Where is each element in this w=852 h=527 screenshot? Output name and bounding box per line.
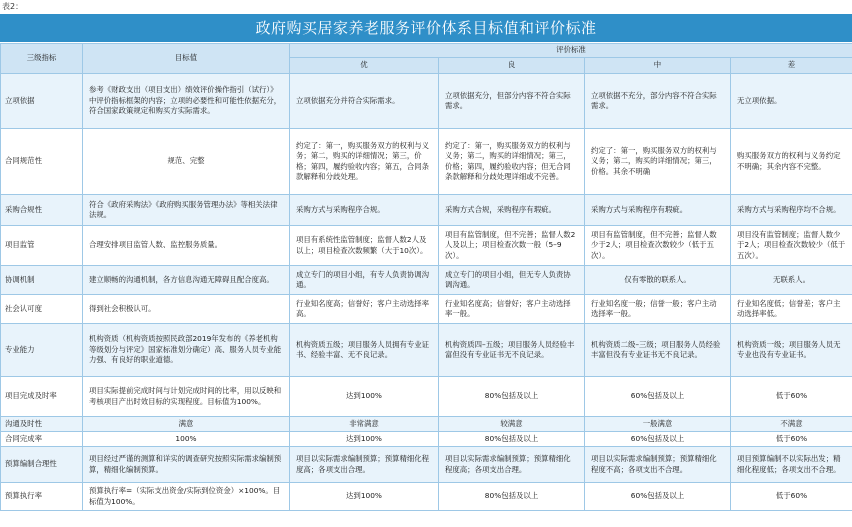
row-target: 满意 bbox=[83, 417, 290, 432]
evaluation-table bbox=[0, 43, 852, 511]
row-grade-poor: 低于60% bbox=[731, 377, 852, 417]
row-target: 预算执行率=（实际支出资金/实际到位资金）×100%。目标值为100%。 bbox=[83, 483, 290, 511]
row-grade-excellent: 约定了：第一，购买服务双方的权利与义务；第二，购买的详细情况；第三，价格；第四，履约验收内容；第五，合同条款解释和分歧处理。 bbox=[290, 129, 439, 195]
row-grade-poor: 不满意 bbox=[731, 417, 852, 432]
table-row bbox=[1, 226, 852, 266]
row-indicator: 合同规范性 bbox=[1, 129, 83, 195]
header-indicator: 三级指标 bbox=[1, 44, 83, 74]
table-title: 政府购买居家养老服务评价体系目标值和评价标准 bbox=[0, 14, 852, 42]
row-grade-medium: 一般满意 bbox=[585, 417, 731, 432]
row-grade-medium: 60%包括及以上 bbox=[585, 432, 731, 447]
row-grade-excellent: 成立专门的项目小组，有专人负责协调沟通。 bbox=[290, 266, 439, 295]
row-grade-excellent: 达到100% bbox=[290, 483, 439, 511]
row-indicator: 预算编制合理性 bbox=[1, 447, 83, 483]
row-grade-good: 80%包括及以上 bbox=[439, 377, 585, 417]
row-target: 合理安排项目监管人数、监控服务质量。 bbox=[83, 226, 290, 266]
row-grade-excellent: 达到100% bbox=[290, 377, 439, 417]
row-grade-medium: 项目以实际需求编制预算；预算精细化程度不高；各项支出不合理。 bbox=[585, 447, 731, 483]
row-grade-poor: 低于60% bbox=[731, 432, 852, 447]
row-indicator: 项目完成及时率 bbox=[1, 377, 83, 417]
header-grade-excellent: 优 bbox=[290, 58, 439, 74]
row-grade-good: 约定了：第一，购买服务双方的权利与义务；第二，购买的详细情况；第三，价格；第四，履约验收内容；但无合同条款解释和分歧处理详细或不完善。 bbox=[439, 129, 585, 195]
row-indicator: 专业能力 bbox=[1, 324, 83, 377]
table-row bbox=[1, 295, 852, 324]
row-grade-good: 采购方式合规，采购程序有瑕疵。 bbox=[439, 195, 585, 226]
row-target: 参考《财政支出（项目支出）绩效评价操作指引（试行）》中评价指标框架的内容；立项的必要性和可能性依据充分，符合国家政策规定和购买方实际需求。 bbox=[83, 74, 290, 129]
row-grade-poor: 无立项依据。 bbox=[731, 74, 852, 129]
row-grade-excellent: 达到100% bbox=[290, 432, 439, 447]
row-indicator: 合同完成率 bbox=[1, 432, 83, 447]
row-grade-excellent: 机构资质五级；项目服务人员拥有专业证书、经验丰富、无不良记录。 bbox=[290, 324, 439, 377]
table-row bbox=[1, 377, 852, 417]
table-caption: 表2： bbox=[2, 2, 24, 11]
header-grade-medium: 中 bbox=[585, 58, 731, 74]
row-indicator: 立项依据 bbox=[1, 74, 83, 129]
row-grade-poor: 项目预算编制不以实际出发；精细化程度低；各项支出不合理。 bbox=[731, 447, 852, 483]
row-indicator: 协调机制 bbox=[1, 266, 83, 295]
row-grade-good: 立项依据充分，但部分内容不符合实际需求。 bbox=[439, 74, 585, 129]
row-indicator: 项目监管 bbox=[1, 226, 83, 266]
row-indicator: 预算执行率 bbox=[1, 483, 83, 511]
row-grade-medium: 立项依据不充分，部分内容不符合实际需求。 bbox=[585, 74, 731, 129]
row-indicator: 采购合规性 bbox=[1, 195, 83, 226]
row-target: 机构资质（机构资质按照民政部2019年发布的《养老机构等级划分与评定》国家标准划分确定）高、服务人员专业能力强、有良好的职业道德。 bbox=[83, 324, 290, 377]
table-row bbox=[1, 447, 852, 483]
table-row bbox=[1, 417, 852, 432]
row-grade-medium: 采购方式与采购程序有瑕疵。 bbox=[585, 195, 731, 226]
table-row bbox=[1, 129, 852, 195]
row-grade-poor: 低于60% bbox=[731, 483, 852, 511]
row-grade-excellent: 采购方式与采购程序合规。 bbox=[290, 195, 439, 226]
row-grade-excellent: 非常满意 bbox=[290, 417, 439, 432]
row-target: 得到社会积极认可。 bbox=[83, 295, 290, 324]
header-standard: 评价标准 bbox=[290, 44, 852, 58]
row-grade-good: 项目有监管制度，但不完善；监督人数2人及以上；项目检查次数一般（5–9次）。 bbox=[439, 226, 585, 266]
row-target: 规范、完整 bbox=[83, 129, 290, 195]
row-grade-excellent: 项目有系统性监管制度；监督人数2人及以上；项目检查次数频繁（大于10次）。 bbox=[290, 226, 439, 266]
table-row bbox=[1, 266, 852, 295]
row-indicator: 沟通及时性 bbox=[1, 417, 83, 432]
row-grade-medium: 约定了：第一，购买服务双方的权利与义务；第二，购买的详细情况；第三，价格。其余不明确 bbox=[585, 129, 731, 195]
row-grade-medium: 项目有监管制度，但不完善；监督人数少于2人；项目检查次数较少（低于五次）。 bbox=[585, 226, 731, 266]
row-grade-medium: 60%包括及以上 bbox=[585, 483, 731, 511]
table-row bbox=[1, 432, 852, 447]
row-grade-good: 项目以实际需求编制预算；预算精细化程度高；各项支出合理。 bbox=[439, 447, 585, 483]
row-grade-poor: 行业知名度低；信誉差；客户主动选择率低。 bbox=[731, 295, 852, 324]
header-grade-poor: 差 bbox=[731, 58, 852, 74]
row-grade-excellent: 立项依据充分并符合实际需求。 bbox=[290, 74, 439, 129]
row-grade-good: 80%包括及以上 bbox=[439, 432, 585, 447]
row-target: 100% bbox=[83, 432, 290, 447]
table-row bbox=[1, 74, 852, 129]
row-grade-poor: 机构资质一级；项目服务人员无专业也没有专业证书。 bbox=[731, 324, 852, 377]
table-row bbox=[1, 483, 852, 511]
row-grade-poor: 购买服务双方的权利与义务约定不明确；其余内容不完整。 bbox=[731, 129, 852, 195]
row-grade-good: 成立专门的项目小组，但无专人负责协调沟通。 bbox=[439, 266, 585, 295]
row-grade-good: 较满意 bbox=[439, 417, 585, 432]
row-target: 建立顺畅的沟通机制，各方信息沟通无障碍且配合度高。 bbox=[83, 266, 290, 295]
header-grade-good: 良 bbox=[439, 58, 585, 74]
row-grade-poor: 采购方式与采购程序均不合规。 bbox=[731, 195, 852, 226]
row-grade-medium: 60%包括及以上 bbox=[585, 377, 731, 417]
row-grade-medium: 机构资质二级–三级；项目服务人员经验丰富但没有专业证书无不良记录。 bbox=[585, 324, 731, 377]
row-grade-excellent: 项目以实际需求编制预算；预算精细化程度高；各项支出合理。 bbox=[290, 447, 439, 483]
row-indicator: 社会认可度 bbox=[1, 295, 83, 324]
row-grade-excellent: 行业知名度高；信誉好；客户主动选择率高。 bbox=[290, 295, 439, 324]
table-row bbox=[1, 324, 852, 377]
row-grade-poor: 项目没有监管制度；监督人数少于2人；项目检查次数较少（低于五次）。 bbox=[731, 226, 852, 266]
row-grade-medium: 仅有零散的联系人。 bbox=[585, 266, 731, 295]
row-grade-good: 80%包括及以上 bbox=[439, 483, 585, 511]
row-grade-good: 行业知名度高；信誉好；客户主动选择率一般。 bbox=[439, 295, 585, 324]
row-target: 符合《政府采购法》《政府购买服务管理办法》等相关法律法规。 bbox=[83, 195, 290, 226]
row-target: 项目经过严谨的测算和详实的调查研究按照实际需求编制预算，精细化编制预算。 bbox=[83, 447, 290, 483]
row-grade-medium: 行业知名度一般；信誉一般；客户主动选择率一般。 bbox=[585, 295, 731, 324]
row-grade-good: 机构资质四–五级；项目服务人员经验丰富但没有专业证书无不良记录。 bbox=[439, 324, 585, 377]
row-grade-poor: 无联系人。 bbox=[731, 266, 852, 295]
row-target: 项目实际提前完成时间与计划完成时间的比率，用以反映和考核项目产出时效目标的实现程度。目标值为100%。 bbox=[83, 377, 290, 417]
table-row bbox=[1, 195, 852, 226]
header-target: 目标值 bbox=[83, 44, 290, 74]
